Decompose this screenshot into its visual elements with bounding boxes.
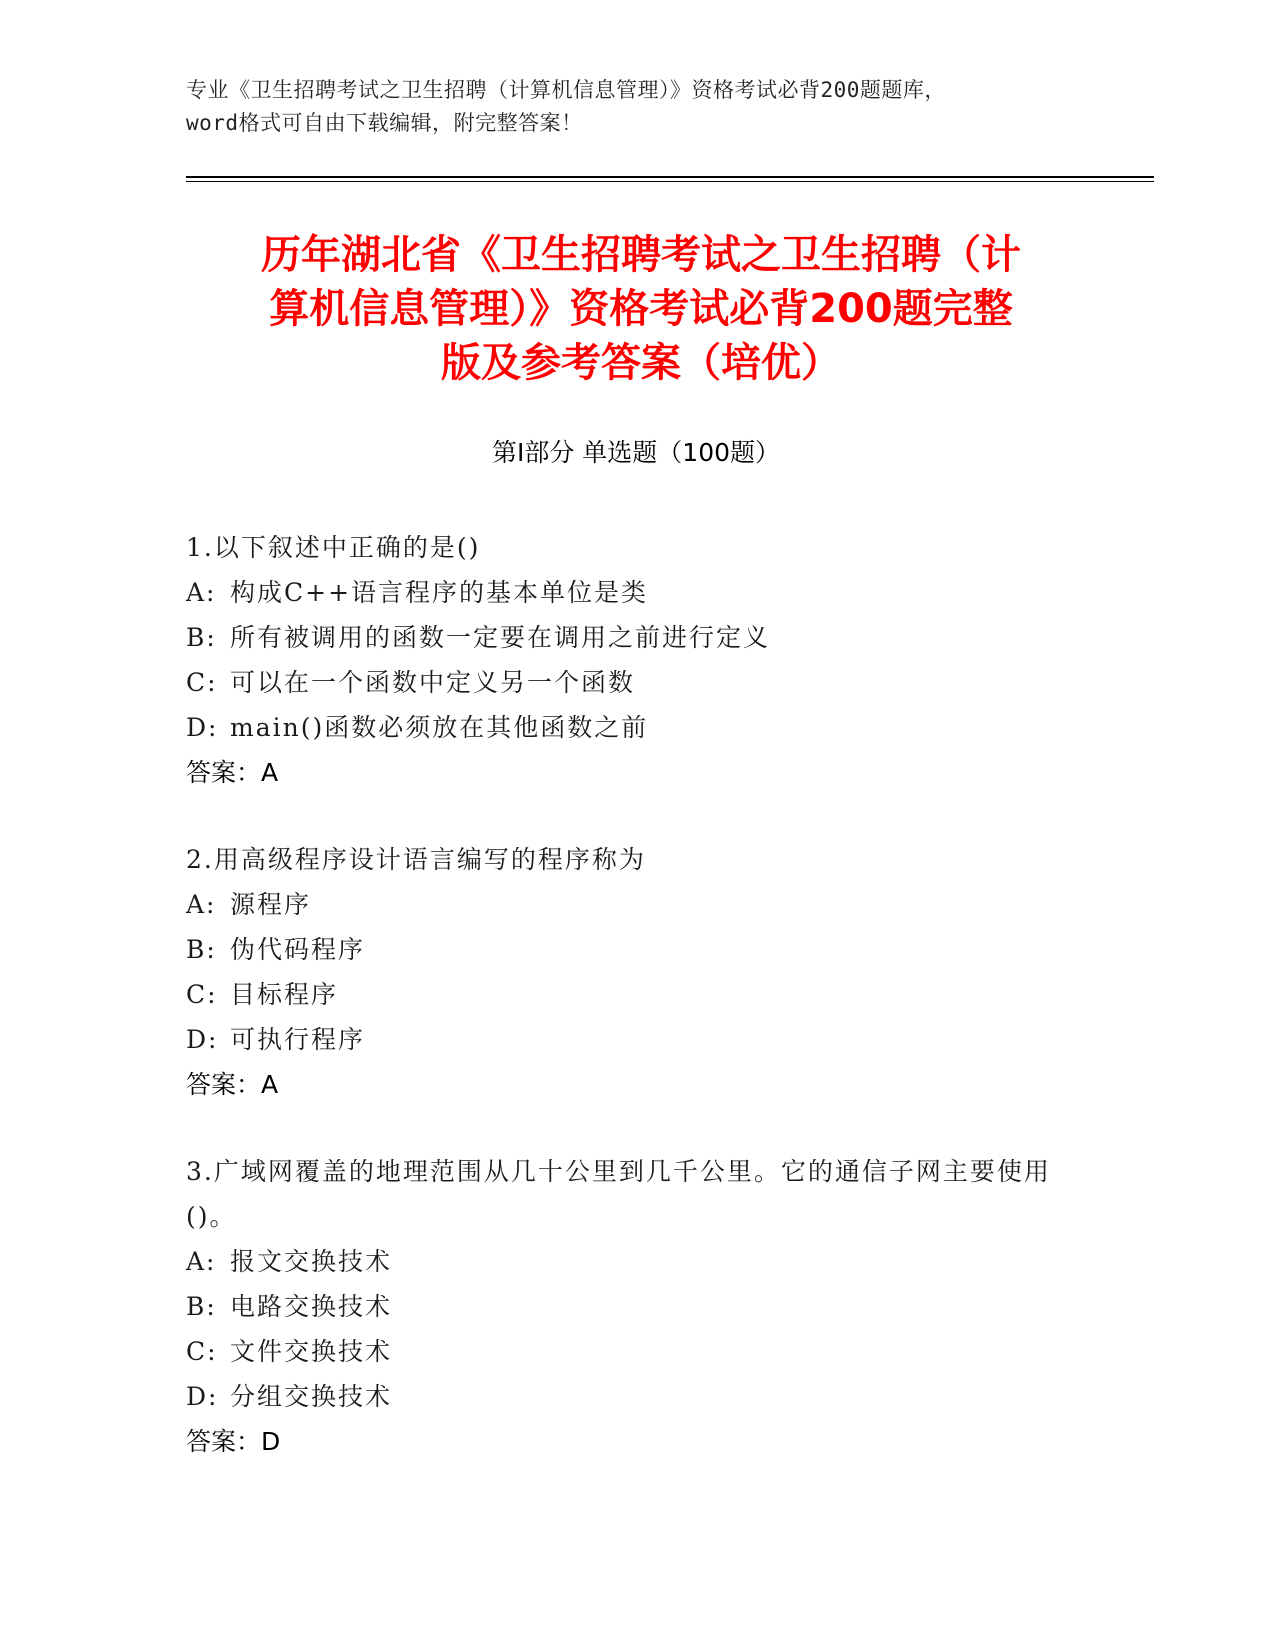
option-text: 电路交换技术	[230, 1292, 393, 1321]
option-a	[186, 882, 1066, 927]
option-b	[186, 1284, 1066, 1329]
document-title-line-2: 算机信息管理）》资格考试必背200题完整	[269, 286, 1013, 332]
header-rule-thick	[186, 176, 1154, 178]
option-c	[186, 972, 1066, 1017]
option-text: 伪代码程序	[230, 935, 366, 964]
option-b	[186, 615, 1066, 660]
question-1	[186, 525, 1066, 795]
option-d	[186, 1374, 1066, 1419]
option-text: 源程序	[230, 890, 312, 919]
option-key: D:	[186, 713, 219, 742]
option-text: 目标程序	[230, 980, 339, 1009]
option-key: C:	[186, 1337, 218, 1366]
option-text: 构成C++语言程序的基本单位是类	[230, 578, 649, 607]
section-title: 第Ⅰ部分 单选题（100题）	[491, 438, 781, 467]
question-list	[186, 525, 1066, 1506]
document-title-line-1: 历年湖北省《卫生招聘考试之卫生招聘（计	[261, 232, 1021, 278]
header-rule-thin	[186, 181, 1154, 182]
option-d	[186, 1017, 1066, 1062]
option-a	[186, 570, 1066, 615]
option-key: A:	[186, 890, 217, 919]
option-key: D:	[186, 1025, 219, 1054]
option-d	[186, 705, 1066, 750]
answer-line: 答案：A	[186, 758, 279, 787]
option-key: B:	[186, 623, 217, 652]
answer-line: 答案：D	[186, 1427, 281, 1456]
option-a	[186, 1239, 1066, 1284]
question-stem: 1.以下叙述中正确的是()	[186, 533, 481, 562]
option-text: 可执行程序	[230, 1025, 366, 1054]
option-key: C:	[186, 668, 218, 697]
option-c	[186, 660, 1066, 705]
option-text: 文件交换技术	[230, 1337, 393, 1366]
document-title	[186, 228, 1096, 390]
option-b	[186, 927, 1066, 972]
question-2	[186, 837, 1066, 1107]
document-title-line-3: 版及参考答案（培优）	[441, 340, 841, 386]
question-stem: 3.广域网覆盖的地理范围从几十公里到几千公里。它的通信子网主要使用()。	[186, 1157, 1051, 1231]
option-key: A:	[186, 578, 217, 607]
option-key: D:	[186, 1382, 219, 1411]
option-key: B:	[186, 1292, 217, 1321]
header-note	[186, 74, 1086, 140]
option-text: 所有被调用的函数一定要在调用之前进行定义	[230, 623, 771, 652]
option-text: 分组交换技术	[230, 1382, 393, 1411]
option-text: 可以在一个函数中定义另一个函数	[230, 668, 636, 697]
header-note-line-2: word格式可自由下载编辑，附完整答案！	[186, 111, 583, 135]
question-stem: 2.用高级程序设计语言编写的程序称为	[186, 845, 646, 874]
option-key: B:	[186, 935, 217, 964]
option-key: C:	[186, 980, 218, 1009]
option-text: main()函数必须放在其他函数之前	[230, 713, 649, 742]
option-text: 报文交换技术	[230, 1247, 393, 1276]
option-key: A:	[186, 1247, 217, 1276]
option-c	[186, 1329, 1066, 1374]
question-3	[186, 1149, 1066, 1464]
answer-line: 答案：A	[186, 1070, 279, 1099]
header-note-line-1: 专业《卫生招聘考试之卫生招聘（计算机信息管理）》资格考试必背200题题库，	[186, 78, 946, 102]
